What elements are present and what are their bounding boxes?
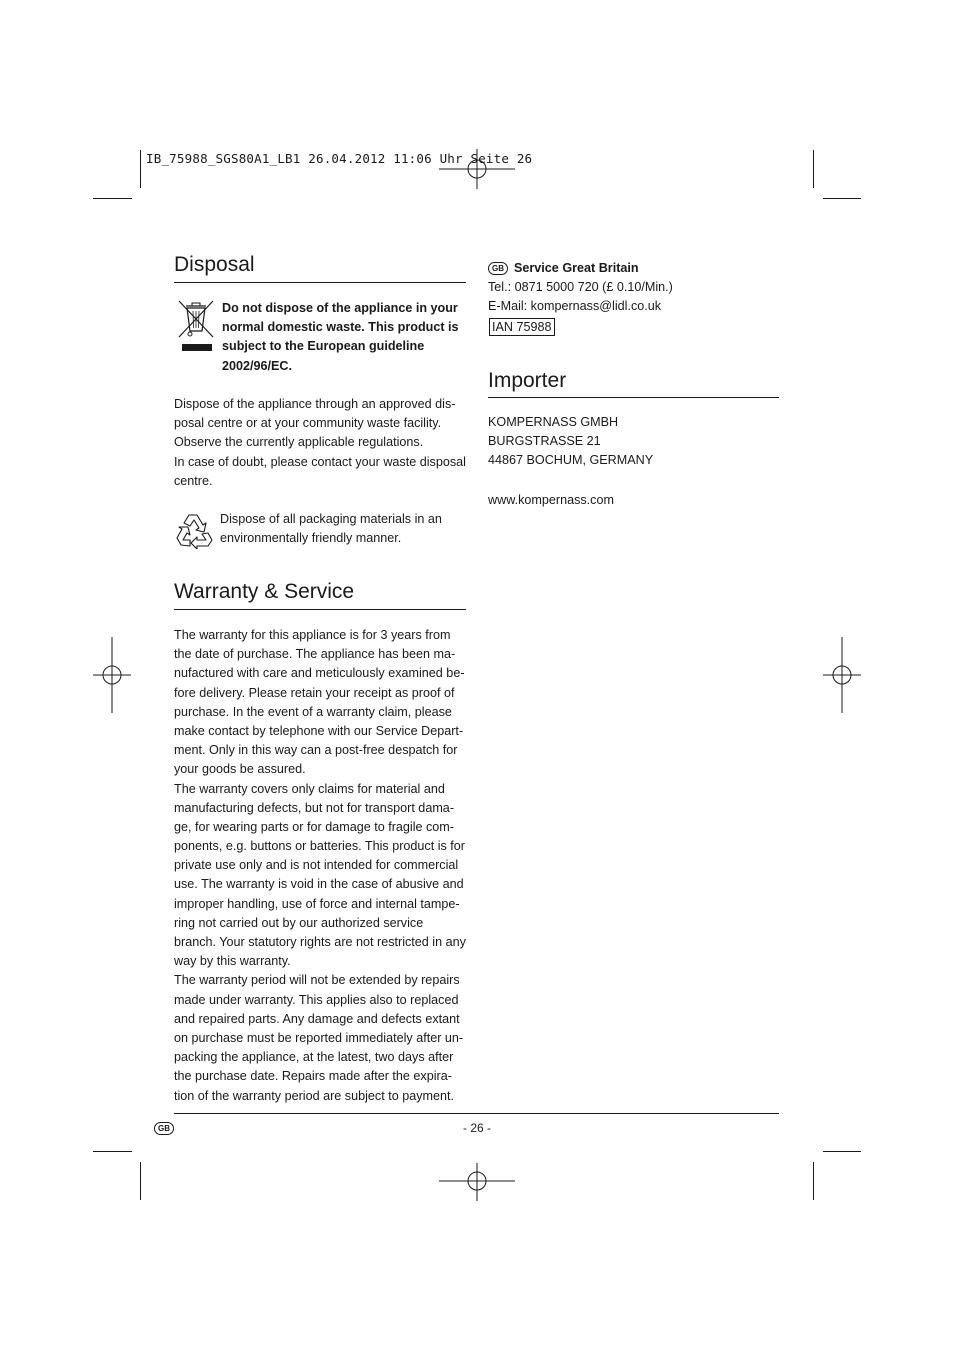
warranty-line: nufactured with care and meticulously examined be-	[174, 666, 465, 681]
disposal-warning-line: 2002/96/EC.	[222, 358, 293, 373]
warranty-line: on purchase must be reported immediately after un-	[174, 1030, 464, 1045]
disposal-warning	[222, 299, 459, 376]
warranty-line: ge, for wearing parts or for damage to fragile com-	[174, 819, 454, 834]
warranty-line: the purchase date. Repairs made after the expira-	[174, 1069, 452, 1084]
warranty-line: The warranty covers only claims for material and	[174, 781, 445, 796]
service-email: E-Mail: kompernass@lidl.co.uk	[488, 299, 662, 314]
warranty-line: and repaired parts. Any damage and defects extant	[174, 1011, 460, 1026]
disposal-body-line: In case of doubt, please contact your waste disposal	[174, 454, 466, 469]
warranty-rule	[174, 609, 466, 610]
packaging-note-line: environmentally friendly manner.	[220, 531, 402, 546]
warranty-line: make contact by telephone with our Service Depart-	[174, 723, 464, 738]
registration-mark-left-icon	[92, 636, 132, 714]
warranty-line: The warranty period will not be extended by repairs	[174, 973, 460, 988]
gb-badge: GB	[488, 262, 508, 275]
importer-rule	[488, 397, 779, 398]
warranty-line: way by this warranty.	[174, 954, 291, 969]
warranty-line: ponents, e.g. buttons or batteries. This product is for	[174, 839, 465, 854]
warranty-line: use. The warranty is void in the case of abusive and	[174, 877, 464, 892]
importer-address	[488, 413, 653, 471]
warranty-line: packing the appliance, at the latest, two days after	[174, 1050, 454, 1065]
service-tel: Tel.: 0871 5000 720 (£ 0.10/Min.)	[488, 280, 673, 295]
importer-address-line: 44867 BOCHUM, GERMANY	[488, 453, 654, 468]
registration-mark-bottom-icon	[438, 1162, 516, 1202]
recycling-icon	[175, 511, 215, 549]
packaging-note	[220, 510, 442, 548]
warranty-line: ment. Only in this way can a post-free despatch for	[174, 743, 458, 758]
warranty-line: your goods be assured.	[174, 762, 306, 777]
warranty-body	[174, 626, 466, 1106]
disposal-warning-line: normal domestic waste. This product is	[222, 320, 459, 335]
warranty-line: ring not carried out by our authorized service	[174, 915, 424, 930]
disposal-body-line: posal centre or at your community waste facility.	[174, 416, 442, 431]
disposal-warning-line: Do not dispose of the appliance in your	[222, 301, 458, 315]
disposal-warning-line: subject to the European guideline	[222, 339, 425, 354]
page-number: - 26 -	[462, 1121, 491, 1135]
warranty-title: Warranty & Service	[174, 580, 355, 603]
warranty-line: fore delivery. Please retain your receipt as proof of	[174, 685, 455, 700]
ian-box: IAN 75988	[489, 318, 555, 336]
warranty-line: private use only and is not intended for commercial	[174, 858, 459, 873]
disposal-rule	[174, 282, 466, 283]
footer-gb-badge: GB	[154, 1122, 174, 1135]
warranty-line: The warranty for this appliance is for 3 years from	[174, 628, 451, 642]
packaging-note-line: Dispose of all packaging materials in an	[220, 512, 442, 526]
disposal-body-line: centre.	[174, 473, 213, 488]
warranty-line: improper handling, use of force and internal tampe-	[174, 896, 460, 911]
footer-rule	[174, 1113, 779, 1114]
warranty-line: the date of purchase. The appliance has been ma-	[174, 647, 456, 662]
importer-address-line: BURGSTRASSE 21	[488, 434, 601, 449]
warranty-line: manufacturing defects, but not for transport dama-	[174, 800, 455, 815]
service-heading: Service Great Britain	[514, 261, 639, 275]
registration-mark-right-icon	[822, 636, 862, 714]
disposal-body	[174, 395, 466, 491]
disposal-body-line: Observe the currently applicable regulations.	[174, 435, 424, 450]
importer-title: Importer	[488, 369, 567, 392]
warranty-line: made under warranty. This applies also to replaced	[174, 992, 459, 1007]
registration-mark-top-icon	[438, 148, 516, 190]
warranty-line: tion of the warranty period are subject to payment.	[174, 1088, 455, 1103]
slug-line: IB_75988_SGS80A1_LB1 26.04.2012 11:06 Uhr Seite 26	[146, 151, 533, 166]
disposal-body-line: Dispose of the appliance through an approved dis-	[174, 397, 456, 411]
service-heading-row	[488, 259, 673, 278]
service-block	[488, 259, 673, 317]
warranty-line: purchase. In the event of a warranty claim, please	[174, 704, 452, 719]
disposal-title: Disposal	[174, 253, 255, 276]
importer-address-line: KOMPERNASS GMBH	[488, 415, 619, 429]
warranty-line: branch. Your statutory rights are not restricted in any	[174, 935, 466, 949]
importer-website[interactable]: www.kompernass.com	[488, 493, 614, 507]
crossed-out-wheelie-bin-icon	[176, 298, 216, 354]
